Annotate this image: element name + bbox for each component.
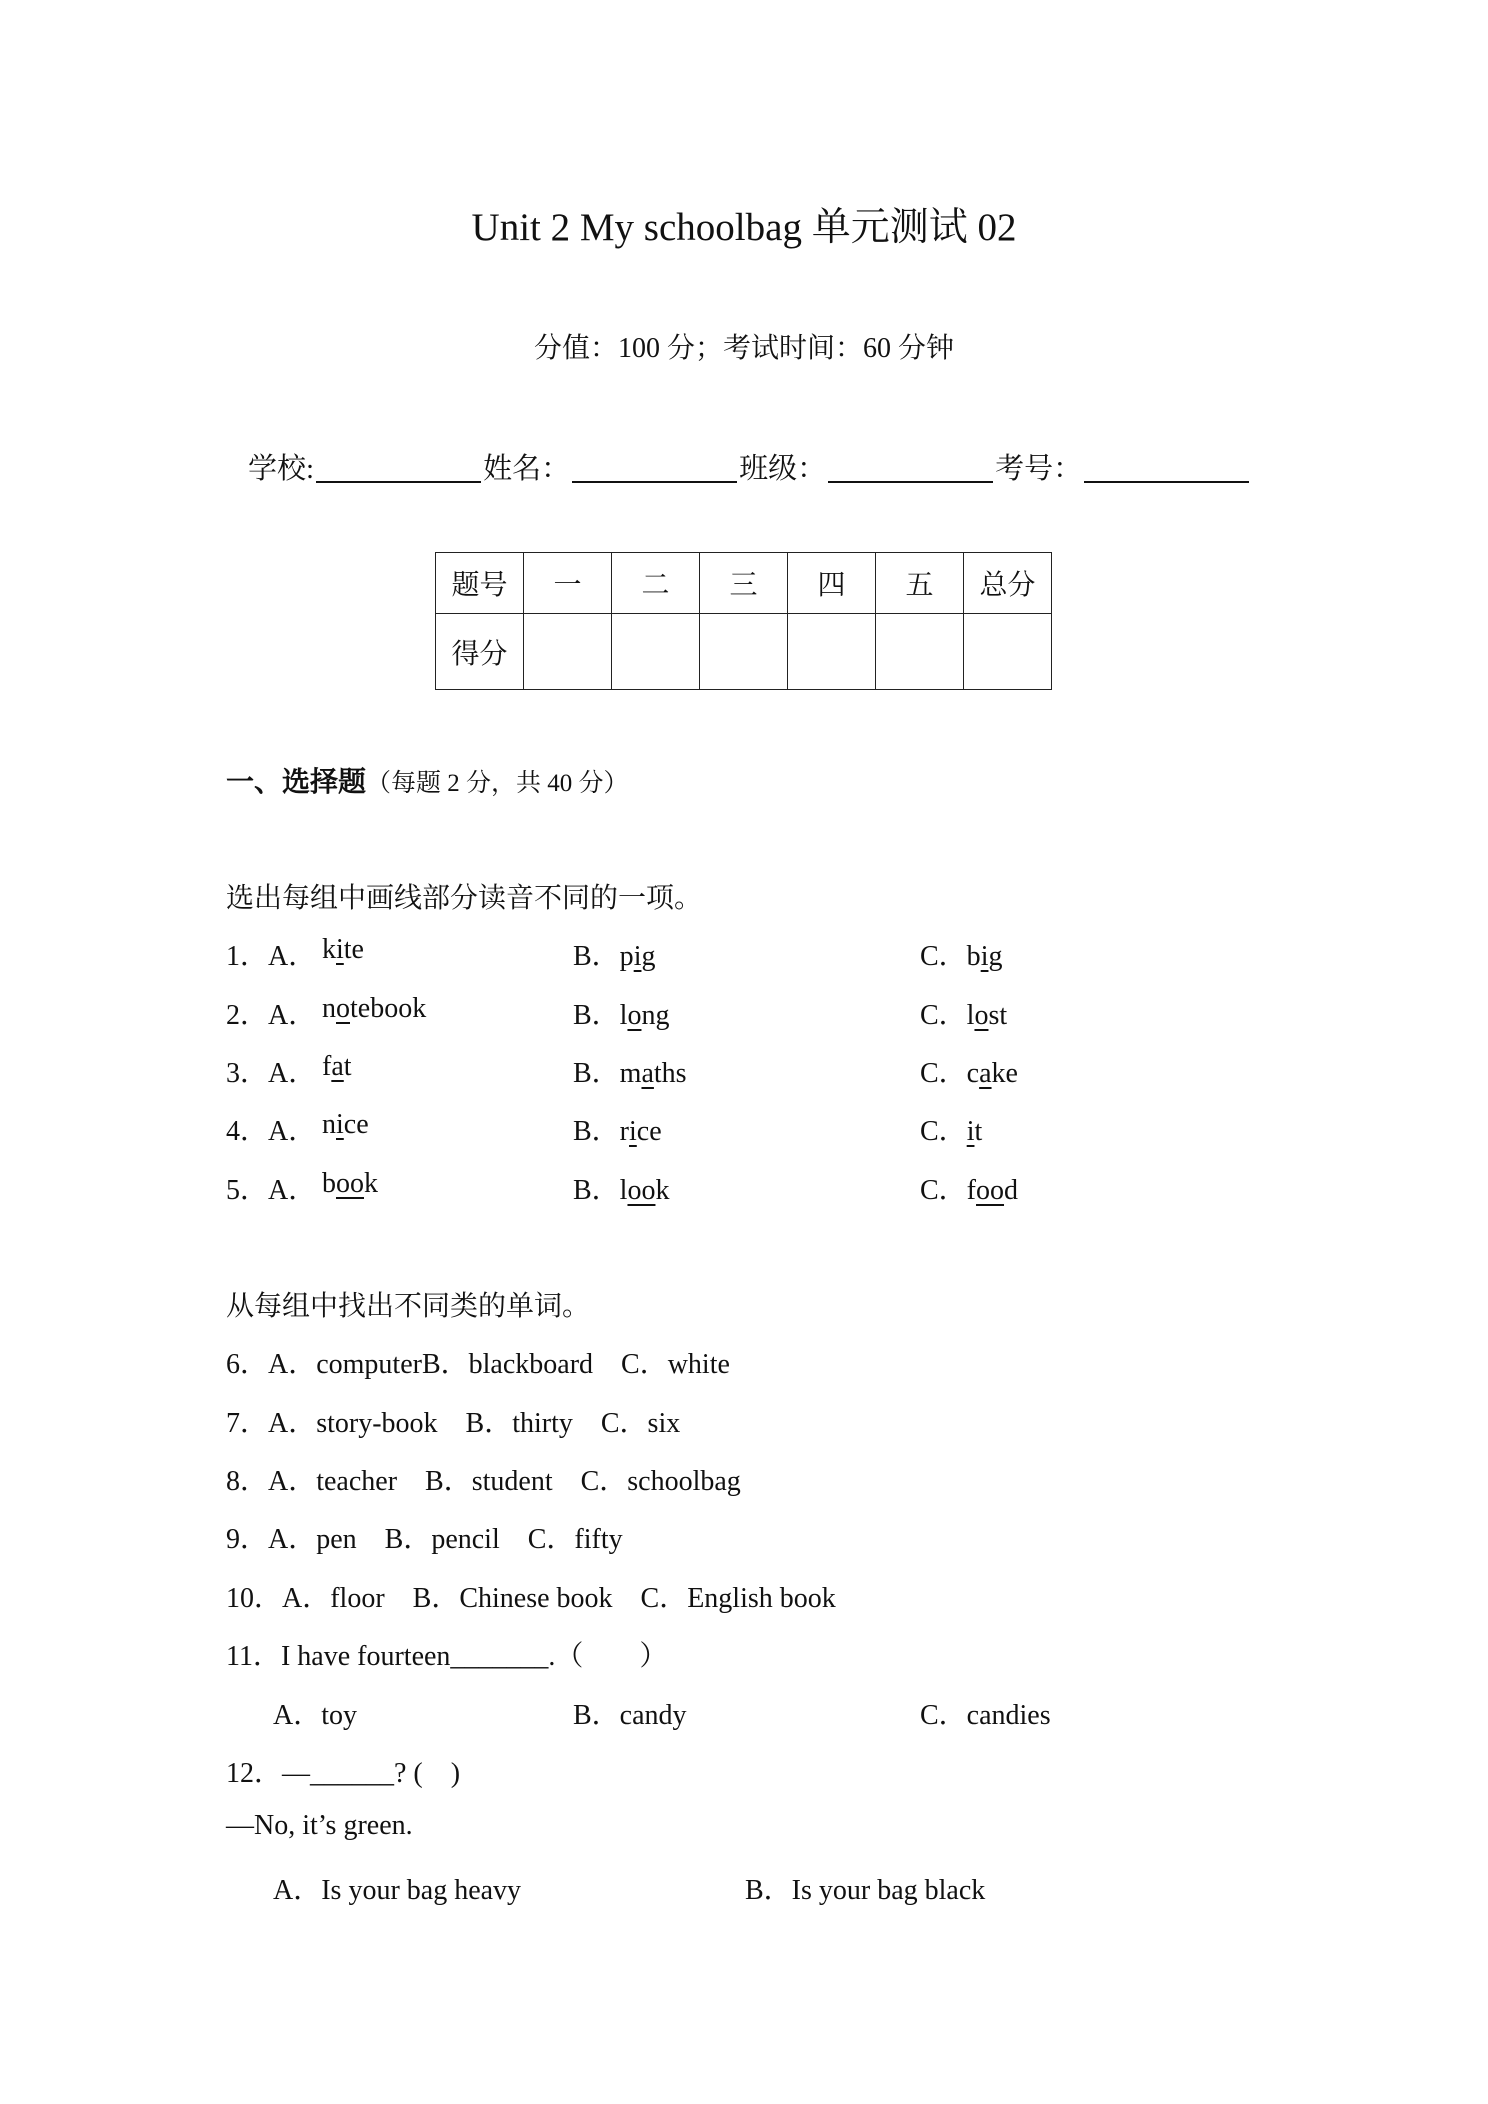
word-part: B．p bbox=[573, 941, 634, 972]
score-header-cell: 题号 bbox=[436, 553, 524, 614]
word-part: f bbox=[322, 1051, 332, 1082]
word-part: g bbox=[988, 941, 1003, 972]
word-part: st bbox=[988, 1000, 1008, 1031]
word-part: t bbox=[343, 1051, 352, 1082]
phonics-option-a bbox=[322, 1109, 369, 1141]
section-heading bbox=[226, 760, 629, 800]
word-part: ng bbox=[641, 1000, 670, 1031]
word-part: n bbox=[322, 1109, 336, 1140]
underlined-letters: a bbox=[331, 1051, 344, 1082]
question-11-option-c: C．candies bbox=[920, 1700, 1051, 1731]
word-part: ce bbox=[636, 1116, 662, 1147]
score-table-score-row bbox=[436, 614, 1052, 690]
word-part: g bbox=[641, 941, 656, 972]
word-part: k bbox=[364, 1168, 378, 1199]
underlined-letters: i bbox=[336, 1109, 344, 1140]
question-11-stem: 11．I have fourteen_______.（ ） bbox=[226, 1641, 668, 1672]
phonics-option-b bbox=[573, 993, 669, 1033]
question-12-option-b: B．Is your bag black bbox=[745, 1875, 986, 1906]
underlined-letters: a bbox=[641, 1058, 654, 1089]
question-9: 9．A．pen B．pencil C．fifty bbox=[226, 1524, 623, 1555]
underlined-letters: i bbox=[633, 941, 642, 972]
underlined-letters: a bbox=[979, 1058, 992, 1089]
phonics-question-number: 2．A． bbox=[226, 1000, 317, 1031]
class-label: 班级： bbox=[739, 453, 827, 485]
score-header-cell: 二 bbox=[612, 553, 700, 614]
score-header-cell: 一 bbox=[524, 553, 612, 614]
word-part: ke bbox=[991, 1058, 1018, 1089]
score-table bbox=[435, 552, 1052, 690]
score-cell[interactable] bbox=[788, 614, 876, 690]
word-part: te bbox=[343, 934, 364, 965]
question-6: 6．A．computerB．blackboard C．white bbox=[226, 1349, 730, 1380]
phonics-option-a bbox=[322, 1168, 378, 1200]
question-12-option-a: A．Is your bag heavy bbox=[273, 1875, 522, 1906]
phonics-option-c bbox=[920, 934, 1002, 974]
word-part: ths bbox=[653, 1058, 687, 1089]
word-part: k bbox=[655, 1175, 670, 1206]
question-11-option-b: B．candy bbox=[573, 1700, 687, 1731]
question-8: 8．A．teacher B．student C．schoolbag bbox=[226, 1466, 741, 1497]
word-part: C．f bbox=[920, 1175, 977, 1206]
phonics-option-c bbox=[920, 1109, 982, 1149]
word-part: ce bbox=[343, 1109, 369, 1140]
score-header-cell: 总分 bbox=[964, 553, 1052, 614]
section-note: （每题 2 分，共 40 分） bbox=[366, 770, 629, 797]
score-time-info: 分值：100 分；考试时间：60 分钟 bbox=[533, 333, 954, 364]
score-cell[interactable] bbox=[612, 614, 700, 690]
score-cell[interactable] bbox=[700, 614, 788, 690]
phonics-question-number: 5．A． bbox=[226, 1175, 317, 1206]
score-header-cell: 五 bbox=[876, 553, 964, 614]
score-table-header-row bbox=[436, 553, 1052, 614]
score-cell[interactable] bbox=[524, 614, 612, 690]
underlined-letters: oo bbox=[336, 1168, 364, 1199]
question-12-reply: —No, it’s green. bbox=[226, 1810, 413, 1841]
score-header-cell: 四 bbox=[788, 553, 876, 614]
name-blank[interactable] bbox=[572, 447, 737, 483]
question-11-option-a: A．toy bbox=[273, 1700, 358, 1731]
phonics-option-b bbox=[573, 934, 655, 974]
phonics-option-c bbox=[920, 993, 1007, 1033]
underlined-letters: oo bbox=[976, 1175, 1005, 1206]
underlined-letters: i bbox=[629, 1116, 637, 1147]
underlined-letters: oo bbox=[627, 1175, 656, 1206]
instruction-phonics: 选出每组中画线部分读音不同的一项。 bbox=[226, 883, 703, 914]
word-part: d bbox=[1004, 1175, 1019, 1206]
section-label: 一、选择题 bbox=[226, 767, 367, 798]
word-part: n bbox=[322, 993, 336, 1024]
underlined-letters: i bbox=[966, 1116, 975, 1147]
phonics-question-number: 4．A． bbox=[226, 1116, 317, 1147]
word-part: C．l bbox=[920, 1000, 975, 1031]
word-part: B．l bbox=[573, 1000, 628, 1031]
student-info-line bbox=[248, 446, 1251, 487]
question-10: 10．A．floor B．Chinese book C．English book bbox=[226, 1583, 836, 1614]
phonics-option-c bbox=[920, 1168, 1018, 1208]
word-part: B．r bbox=[573, 1116, 630, 1147]
exam-no-blank[interactable] bbox=[1084, 447, 1249, 483]
class-blank[interactable] bbox=[828, 447, 993, 483]
school-label: 学校: bbox=[248, 453, 315, 485]
underlined-letters: o bbox=[627, 1000, 642, 1031]
phonics-option-b bbox=[573, 1109, 662, 1149]
instruction-odd-one-out: 从每组中找出不同类的单词。 bbox=[226, 1291, 591, 1322]
phonics-option-c bbox=[920, 1051, 1018, 1091]
score-cell[interactable] bbox=[964, 614, 1052, 690]
page-title: Unit 2 My schoolbag 单元测试 02 bbox=[471, 206, 1017, 249]
word-part: t bbox=[974, 1116, 983, 1147]
underlined-letters: i bbox=[980, 941, 989, 972]
phonics-option-b bbox=[573, 1168, 669, 1208]
phonics-option-a bbox=[322, 1051, 352, 1083]
word-part: k bbox=[322, 934, 336, 965]
score-cell[interactable] bbox=[876, 614, 964, 690]
word-part: C． bbox=[920, 1116, 967, 1147]
word-part: B．m bbox=[573, 1058, 642, 1089]
score-header-cell: 三 bbox=[700, 553, 788, 614]
word-part: C．c bbox=[920, 1058, 980, 1089]
phonics-option-b bbox=[573, 1051, 687, 1091]
question-12-stem: 12．—______? ( ) bbox=[226, 1758, 461, 1789]
phonics-option-a bbox=[322, 993, 426, 1025]
school-blank[interactable] bbox=[316, 447, 481, 483]
underlined-letters: o bbox=[974, 1000, 989, 1031]
name-label: 姓名： bbox=[483, 453, 571, 485]
phonics-question-number: 1．A． bbox=[226, 941, 317, 972]
underlined-letters: i bbox=[336, 934, 344, 965]
question-7: 7．A．story-book B．thirty C．six bbox=[226, 1408, 681, 1439]
phonics-question-number: 3．A． bbox=[226, 1058, 317, 1089]
word-part: C．b bbox=[920, 941, 981, 972]
exam-no-label: 考号： bbox=[995, 453, 1083, 485]
underlined-letters: o bbox=[336, 993, 350, 1024]
word-part: b bbox=[322, 1168, 336, 1199]
phonics-option-a bbox=[322, 934, 364, 966]
word-part: B．l bbox=[573, 1175, 628, 1206]
score-row-label: 得分 bbox=[436, 614, 524, 690]
word-part: tebook bbox=[350, 993, 427, 1024]
